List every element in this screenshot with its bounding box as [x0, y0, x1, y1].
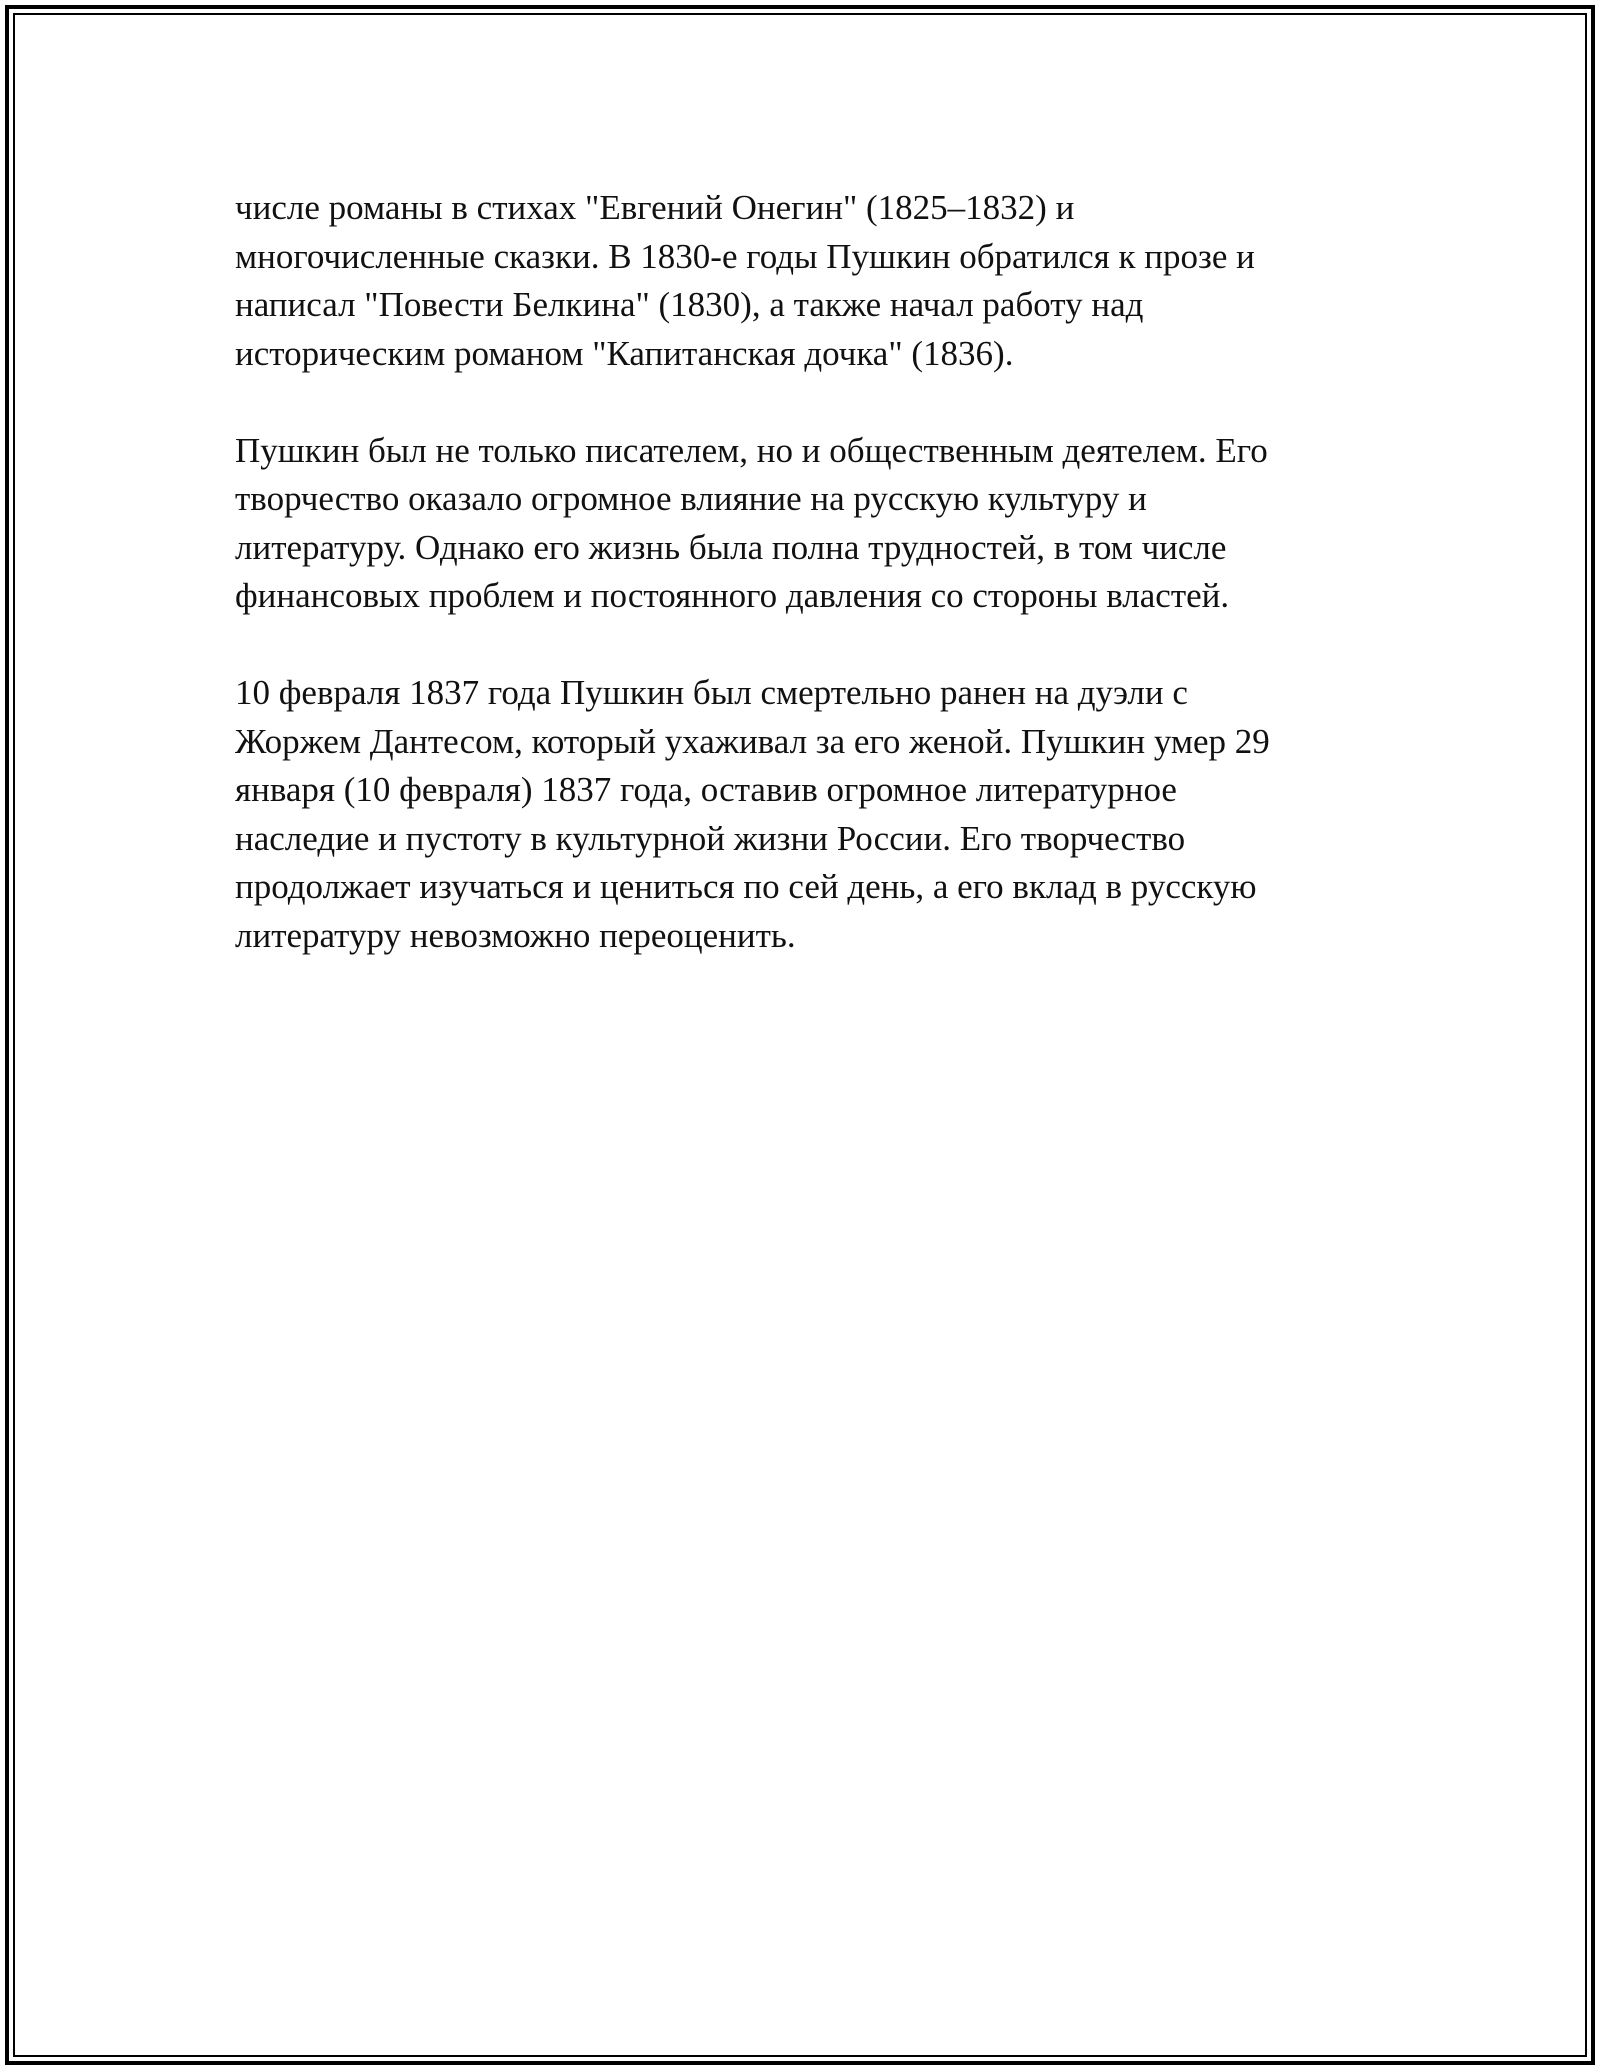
paragraph-1: [235, 184, 1355, 378]
paragraph-line: финансовых проблем и постоянного давления со стороны властей.: [235, 576, 1230, 615]
paragraph-line: наследие и пустоту в культурной жизни России. Его творчество: [235, 818, 1186, 858]
paragraph-line: литературу. Однако его жизнь была полна трудностей, в том числе: [235, 527, 1227, 567]
paragraph-line: историческим романом "Капитанская дочка" (1836).: [235, 333, 1014, 373]
paragraph-line: Жоржем Дантесом, который ухаживал за его женой. Пушкин умер 29: [235, 721, 1270, 761]
paragraph-line: продолжает изучаться и цениться по сей день, а его вклад в русскую: [235, 867, 1257, 906]
paragraph-line: написал "Повести Белкина" (1830), а также начал работу над: [235, 285, 1144, 324]
paragraph-line: литературу невозможно переоценить.: [235, 915, 796, 955]
paragraph-2: [235, 427, 1355, 621]
paragraph-line: января (10 февраля) 1837 года, оставив огромное литературное: [235, 770, 1177, 809]
paragraph-line: Пушкин был не только писателем, но и общественным деятелем. Его: [235, 430, 1268, 470]
document-body: [235, 184, 1355, 1009]
paragraph-line: числе романы в стихах "Евгений Онегин" (1825–1832) и: [235, 188, 1075, 227]
paragraph-line: многочисленные сказки. В 1830-е годы Пушкин обратился к прозе и: [235, 236, 1255, 276]
paragraph-line: творчество оказало огромное влияние на русскую культуру и: [235, 479, 1147, 518]
paragraph-line: 10 февраля 1837 года Пушкин был смертельно ранен на дуэли с: [235, 673, 1188, 712]
paragraph-3: [235, 669, 1355, 960]
